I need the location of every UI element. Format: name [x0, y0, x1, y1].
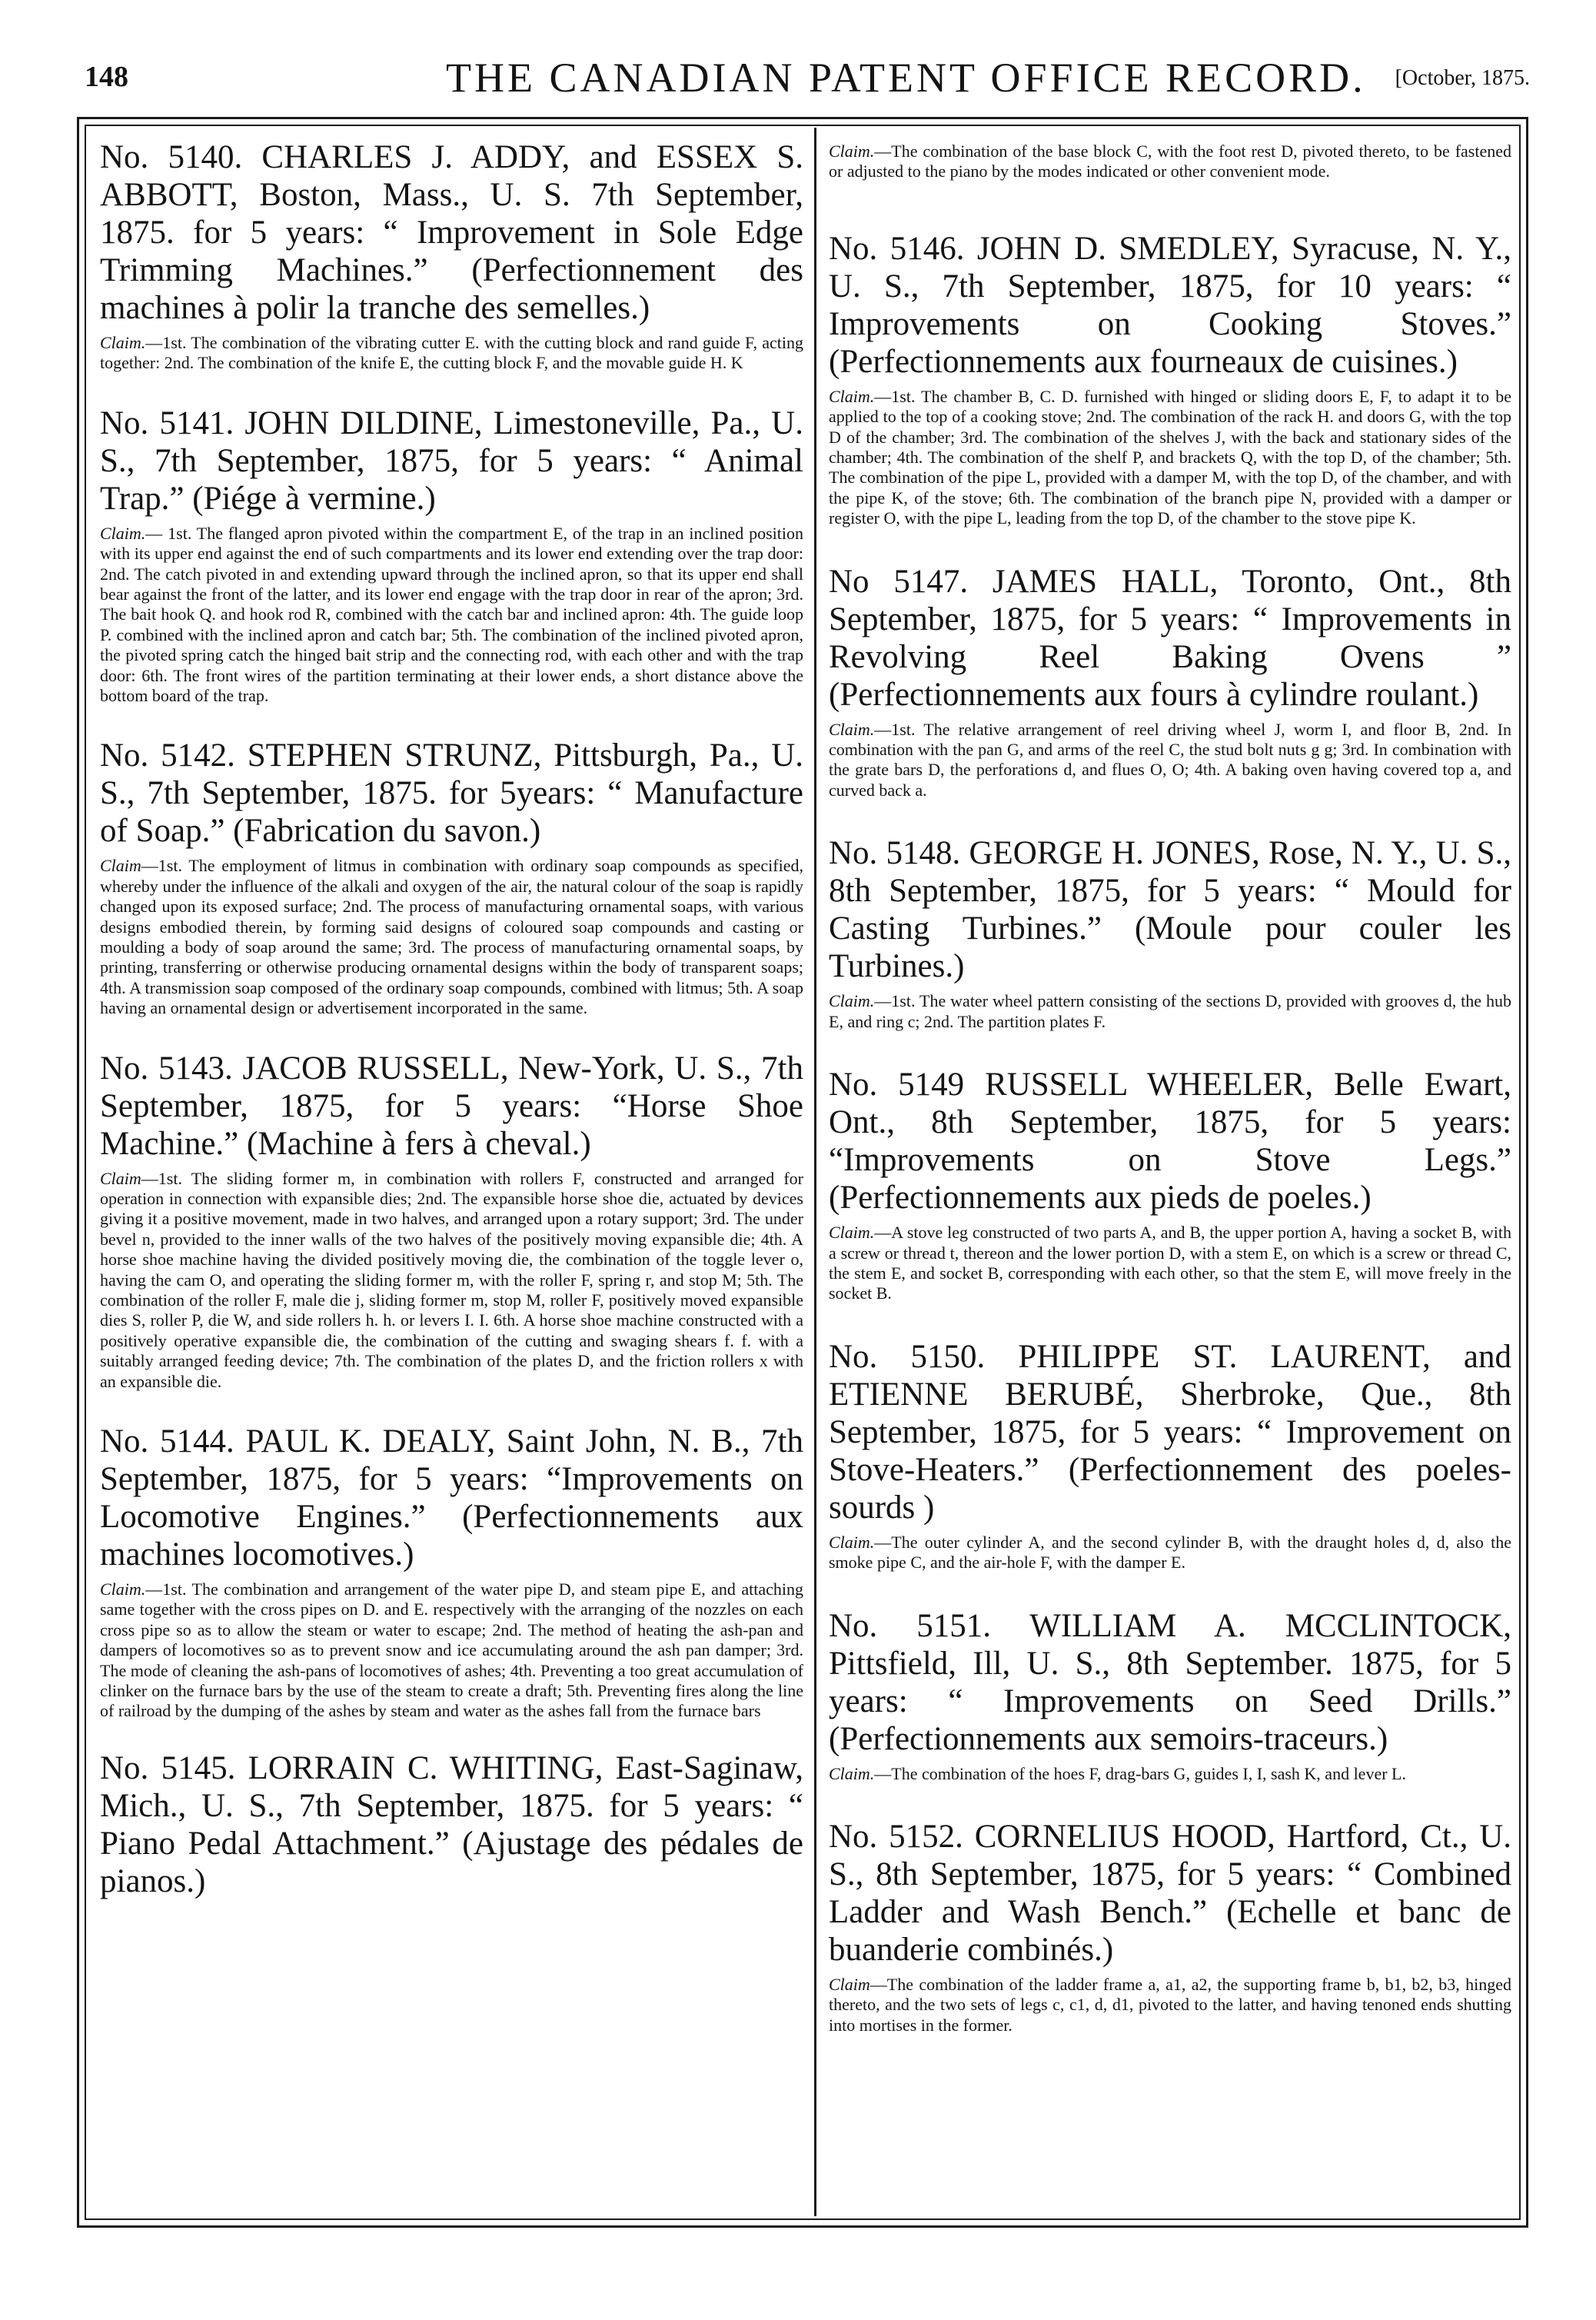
claim-label: Claim.	[100, 333, 146, 353]
claim-text: —1st. The combination of the vibrating cutter E. with the cutting block and rand guide F, acting together: 2nd. The combination of the knife E, the cutting block F, and the movable guide H. K	[100, 333, 803, 373]
patent-claim	[100, 856, 803, 1018]
patent-entry-5141	[100, 404, 803, 707]
patent-heading: No 5147. JAMES HALL, Toronto, Ont., 8th September, 1875, for 5 years: “ Improvements in Revolving Reel Baking Ovens ” (Perfectionnements aux fours à cylindre roulant.)	[829, 563, 1511, 713]
patent-entry-5143	[100, 1050, 803, 1392]
patent-claim	[829, 141, 1511, 182]
claim-text: —1st. The relative arrangement of reel driving wheel J, worm I, and floor B, 2nd. In combination with the pan G, and arms of the reel C, the stud bolt nuts g g; 3rd. In combination with the grate bars D, the perforations d, and flues O, O; 4th. A baking oven having covered top a, and curved back a.	[829, 719, 1511, 800]
claim-text: —1st. The combination and arrangement of the water pipe D, and steam pipe E, and attaching same together with the cross pipes on D. and E. respectively with the arranging of the nozzles on each cross pipe so as to allow the steam or water to escape; 2nd. The method of heating the ash-pan and dampers of locomotives so as to prevent snow and ice accumulating around the ash pan damper; 3rd. The mode of cleaning the ash-pans of locomotives of ashes; 4th. Preventing a too great accumulation of clinker on the furnace bars by the use of the steam to create a draft; 5th. Preventing fires along the line of railroad by the dumping of the ashes by steam and water as the ashes fall from the furnace bars	[100, 1579, 803, 1721]
patent-heading: No. 5151. WILLIAM A. MCCLINTOCK, Pittsfield, Ill, U. S., 8th September. 1875, for 5 years: “ Improvements on Seed Drills.” (Perfectionnements aux semoirs-traceurs.)	[829, 1607, 1511, 1757]
patent-claim	[829, 991, 1511, 1032]
claim-label: Claim	[100, 856, 141, 876]
claim-text: — 1st. The flanged apron pivoted within the compartment E, of the trap in an inclined position with its upper end against the end of such compartments and its lower end extending over the trap door: 2nd. The catch pivoted in and extending upward through the inclined apron, so that its upper end shall bear against the front of the latter, and its lower end engage with the trap door in rear of the apron; 3rd. The bait hook Q. and hook rod R, combined with the catch bar and inclined apron: 4th. The guide loop P. combined with the inclined apron and catch bar; 5th. The combination of the inclined pivoted apron, the pivoted spring catch the hinged bait strip and the connecting rod, with each other and with the trap door: 6th. The front wires of the partition terminating at their lower ends, a short distance above the bottom board of the trap.	[100, 523, 803, 706]
patent-entry-5144	[100, 1423, 803, 1722]
claim-text: —1st. The sliding former m, in combination with rollers F, constructed and arranged for operation in connection with expansible dies; 2nd. The expansible horse shoe die, actuated by devices giving it a positive movement, made in two halves, and arranged upon a rotary support; 3rd. The under bevel n, provided to the inner walls of the two halves of the positively moving expansible die; 4th. A horse shoe machine having the divided positively moving die, the combination of the toggle lever o, having the cam O, and operating the sliding former m, with the roller F, spring r, and stop M; 5th. The combination of the roller F, male die j, sliding former m, stop M, roller F, positively moved expansible dies S, roller P, die W, and side rollers h. h. or levers I. I. 6th. A horse shoe machine constructed with a positively operative expansible die, the combination of the cutting and swaging shears f. f. with a suitably arranged feeding device; 7th. The combination of the plates D, and the friction rollers x with an expansible die.	[100, 1168, 803, 1391]
patent-heading: No. 5141. JOHN DILDINE, Limestoneville, Pa., U. S., 7th September, 1875, for 5 years: “ Animal Trap.” (Piége à vermine.)	[100, 404, 803, 517]
patent-entry-5151	[829, 1607, 1511, 1784]
patent-heading: No. 5146. JOHN D. SMEDLEY, Syracuse, N. Y., U. S., 7th September, 1875, for 10 years: “ Improvements on Cooking Stoves.” (Perfectionnements aux fourneaux de cuisines.)	[829, 230, 1511, 380]
page-header	[85, 54, 1530, 108]
claim-label: Claim	[100, 1168, 141, 1188]
page-number: 148	[85, 61, 128, 93]
claim-text: —1st. The employment of litmus in combination with ordinary soap compounds as specified, whereby under the influence of the alkali and oxygen of the air, the natural colour of the soap is rapidly changed upon its exposed surface; 2nd. The process of manufacturing ornamental soaps, with various designs embodied therein, by forming said designs of coloured soap compounds and casting or moulding a body of soap around the same; 3rd. The process of manufacturing ornamental soaps, by printing, transferring or otherwise producing ornamental designs within the body of transparent soaps; 4th. A transmission soap composed of the ordinary soap compounds, combined with litmus; 5th. A soap having an ornamental design or advertisement incorporated in the same.	[100, 856, 803, 1018]
claim-label: Claim.	[829, 1763, 875, 1783]
claim-text: —The combination of the base block C, with the foot rest D, pivoted thereto, to be fastened or adjusted to the piano by the modes indicated or other convenient mode.	[829, 141, 1511, 181]
claim-label: Claim.	[829, 1532, 875, 1552]
left-column	[100, 138, 803, 2207]
patent-heading: No. 5148. GEORGE H. JONES, Rose, N. Y., U. S., 8th September, 1875, for 5 years: “ Mould for Casting Turbines.” (Moule pour couler les Turbines.)	[829, 835, 1511, 985]
claim-label: Claim.	[829, 1223, 875, 1243]
claim-text: —The combination of the ladder frame a, a1, a2, the supporting frame b, b1, b2, b3, hinged thereto, and the two sets of legs c, c1, d, d1, pivoted to the latter, and having tenoned ends shutting into mortises in the former.	[829, 1975, 1511, 2035]
patent-claim	[100, 1169, 803, 1392]
patent-heading: No. 5152. CORNELIUS HOOD, Hartford, Ct., U. S., 8th September, 1875, for 5 years: “ Combined Ladder and Wash Bench.” (Echelle et banc de buanderie combinés.)	[829, 1818, 1511, 1969]
patent-claim	[829, 1975, 1511, 2035]
patent-claim	[100, 1579, 803, 1722]
publication-title: THE CANADIAN PATENT OFFICE RECORD.	[446, 55, 1366, 101]
patent-heading: No. 5145. LORRAIN C. WHITING, East-Saginaw, Mich., U. S., 7th September, 1875. for 5 years: “ Piano Pedal Attachment.” (Ajustage des pédales de pianos.)	[100, 1749, 803, 1899]
patent-entry-5142	[100, 737, 803, 1018]
claim-label: Claim.	[829, 386, 875, 406]
patent-claim	[100, 333, 803, 374]
claim-label: Claim.	[829, 141, 875, 161]
patent-entry-5147	[829, 563, 1511, 801]
claim-text: —A stove leg constructed of two parts A, and B, the upper portion A, having a socket B, with a screw or thread t, thereon and the lower portion D, with a stem E, on which is a screw or thread C, the stem E, and socket B, corresponding with each other, so that the stem E, will move freely in the socket B.	[829, 1223, 1511, 1303]
claim-label: Claim.	[829, 719, 875, 739]
issue-date: [October, 1875.	[1395, 66, 1530, 90]
claim-label: Claim.	[829, 991, 875, 1011]
claim-text: —The outer cylinder A, and the second cylinder B, with the draught holes d, d, also the smoke pipe C, and the air-hole F, with the damper E.	[829, 1532, 1511, 1573]
patent-entry-5152	[829, 1818, 1511, 2035]
patent-claim	[100, 524, 803, 707]
patent-heading: No. 5140. CHARLES J. ADDY, and ESSEX S. ABBOTT, Boston, Mass., U. S. 7th September, 1875. for 5 years: “ Improvement in Sole Edge Trimming Machines.” (Perfectionnement des machines à polir la tranche des semelles.)	[100, 139, 803, 327]
claim-text: —1st. The water wheel pattern consisting of the sections D, provided with grooves d, the hub E, and ring c; 2nd. The partition plates F.	[829, 991, 1511, 1031]
patent-claim	[829, 1764, 1511, 1784]
patent-entry-5145-claim	[829, 141, 1511, 182]
patent-entry-5140	[100, 138, 803, 374]
patent-heading: No. 5150. PHILIPPE ST. LAURENT, and ETIENNE BERUBÉ, Sherbroke, Que., 8th September, 1875, for 5 years: “ Improvement on Stove-Heaters.” (Perfectionnement des poeles-sourds )	[829, 1338, 1511, 1526]
claim-text: —1st. The chamber B, C. D. furnished with hinged or sliding doors E, F, to adapt it to be applied to the top of a cooking stove; 2nd. The combination of the rack H. and doors G, with the top D of the chamber; 3rd. The combination of the shelves J, with the back and stationary sides of the chamber; 4th. The combination of the shelf P, and brackets Q, with the top D, of the chamber; 5th. The combination of the pipe L, provided with a damper M, with the top D, of the chamber, and with the pipe K, of the stove; 6th. The combination of the branch pipe N, provided with a damper or register O, with the pipe L, leading from the top D, of the chamber to the stove pipe K.	[829, 386, 1511, 528]
patent-claim	[829, 387, 1511, 529]
claim-label: Claim	[829, 1975, 870, 1995]
claim-text: —The combination of the hoes F, drag-bars G, guides I, I, sash K, and lever L.	[874, 1763, 1406, 1783]
patent-claim	[829, 1223, 1511, 1304]
claim-label: Claim.	[100, 1579, 146, 1599]
right-column	[829, 138, 1511, 2207]
claim-label: Claim.	[100, 523, 146, 543]
patent-claim	[829, 720, 1511, 801]
patent-entry-5146	[829, 230, 1511, 529]
column-divider	[814, 128, 816, 2216]
patent-heading: No. 5144. PAUL K. DEALY, Saint John, N. B., 7th September, 1875, for 5 years: “Improvements on Locomotive Engines.” (Perfectionnements aux machines locomotives.)	[100, 1423, 803, 1573]
patent-heading: No. 5143. JACOB RUSSELL, New-York, U. S., 7th September, 1875, for 5 years: “Horse Shoe Machine.” (Machine à fers à cheval.)	[100, 1050, 803, 1162]
patent-heading: No. 5142. STEPHEN STRUNZ, Pittsburgh, Pa., U. S., 7th September, 1875. for 5years: “ Manufacture of Soap.” (Fabrication du savon.)	[100, 737, 803, 850]
patent-entry-5149	[829, 1066, 1511, 1304]
patent-entry-5148	[829, 834, 1511, 1032]
patent-entry-5145	[100, 1749, 803, 1900]
patent-claim	[829, 1533, 1511, 1573]
patent-entry-5150	[829, 1338, 1511, 1573]
patent-heading: No. 5149 RUSSELL WHEELER, Belle Ewart, Ont., 8th September, 1875, for 5 years: “Improvements on Stove Legs.” (Perfectionnements aux pieds de poeles.)	[829, 1067, 1511, 1217]
